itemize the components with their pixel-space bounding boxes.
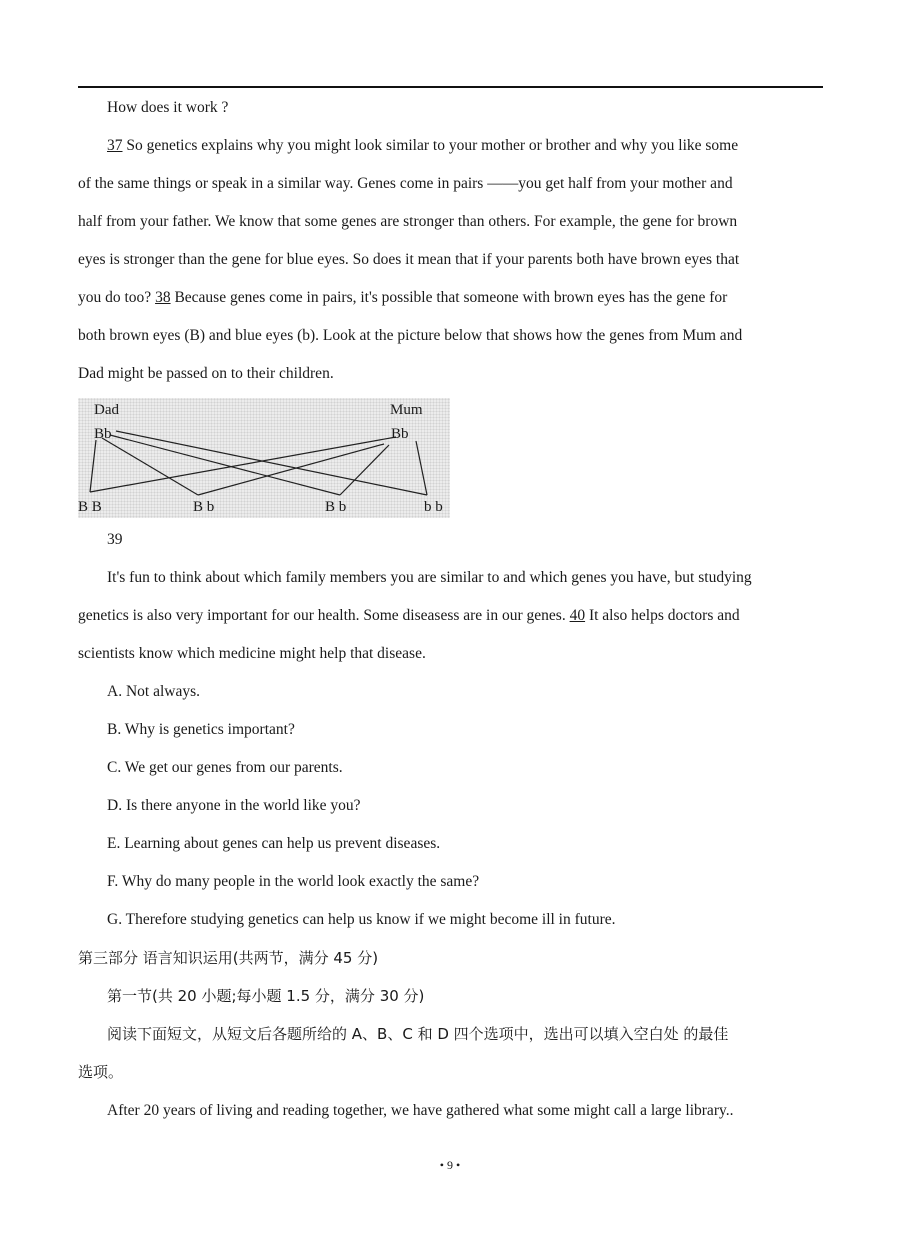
para1-line6: both brown eyes (B) and blue eyes (b). Look at the picture below that shows how the genes from Mum and <box>78 327 743 344</box>
para1-line2: of the same things or speak in a similar way. Genes come in pairs ——you get half from your mother and <box>78 175 733 192</box>
option-a: A. Not always. <box>107 683 200 700</box>
gene-inheritance-figure <box>78 398 450 518</box>
option-c: C. We get our genes from our parents. <box>107 759 343 776</box>
page-number: • 9 • <box>439 1158 461 1172</box>
line-dad-to-bb <box>90 440 96 492</box>
para1-line1 <box>107 136 823 156</box>
line-dad-to-bb-1 <box>102 438 198 495</box>
mum-genes: Bb <box>391 426 409 442</box>
para1-line7: Dad might be passed on to their children. <box>78 365 334 382</box>
para1-line5-start: you do too? <box>78 289 156 306</box>
child-2-genes: B b <box>193 499 215 515</box>
blank-38: 38 <box>155 289 171 306</box>
option-g: G. Therefore studying genetics can help us know if we might become ill in future. <box>107 911 616 928</box>
child-1-genes: B B <box>78 499 102 515</box>
blank-37: 37 <box>107 137 123 154</box>
blank-39: 39 <box>107 531 123 548</box>
blank-40: 40 <box>569 607 586 624</box>
option-e: E. Learning about genes can help us prevent diseases. <box>107 835 441 852</box>
para2-line2-start: genetics is also very important for our health. Some diseasess are in our genes. <box>78 607 570 624</box>
passage-heading: How does it work ? <box>107 99 229 116</box>
instruction-line2: 选项。 <box>78 1063 124 1081</box>
para1-line5 <box>78 288 823 308</box>
para1-line5-text: Because genes come in pairs, it's possible that someone with brown eyes has the gene for <box>170 289 728 306</box>
dad-label: Dad <box>94 402 119 418</box>
para1-line4: eyes is stronger than the gene for blue eyes. So does it mean that if your parents both have brown eyes that <box>78 251 740 268</box>
instruction-line1: 阅读下面短文，从短文后各题所给的 A、B、C 和 D 四个选项中，选出可以填入空白处 的最佳 <box>107 1025 729 1043</box>
para2-line3: scientists know which medicine might help that disease. <box>78 645 426 662</box>
child-4-genes: b b <box>424 499 443 515</box>
option-f: F. Why do many people in the world look exactly the same? <box>107 873 480 890</box>
para2-line2 <box>78 606 823 626</box>
line-mum-to-bbb <box>416 441 427 495</box>
top-rule <box>78 86 823 88</box>
mum-label: Mum <box>390 402 423 418</box>
para2-line1: It's fun to think about which family members you are similar to and which genes you have, but studying <box>107 569 752 586</box>
line-mum-to-bb-1 <box>198 444 384 495</box>
para1-line3: half from your father. We know that some genes are stronger than others. For example, the gene for brown <box>78 213 738 230</box>
option-d: D. Is there anyone in the world like you? <box>107 797 361 814</box>
part-three-title: 第三部分 语言知识运用(共两节，满分 45 分) <box>78 949 379 967</box>
option-b: B. Why is genetics important? <box>107 721 295 738</box>
dad-genes: Bb <box>94 426 112 442</box>
line-mum-to-bb <box>90 437 396 492</box>
child-3-genes: B b <box>325 499 347 515</box>
line-mum-to-bb-2 <box>340 445 389 495</box>
para2-line2-text: It also helps doctors and <box>585 607 740 624</box>
para1-line1-text: So genetics explains why you might look similar to your mother or brother and why you like some <box>122 137 739 154</box>
section-one-title: 第一节(共 20 小题;每小题 1.5 分，满分 30 分) <box>107 987 425 1005</box>
line-dad-to-bbb <box>116 431 427 495</box>
passage-start: After 20 years of living and reading together, we have gathered what some might call a large library.. <box>107 1102 734 1119</box>
